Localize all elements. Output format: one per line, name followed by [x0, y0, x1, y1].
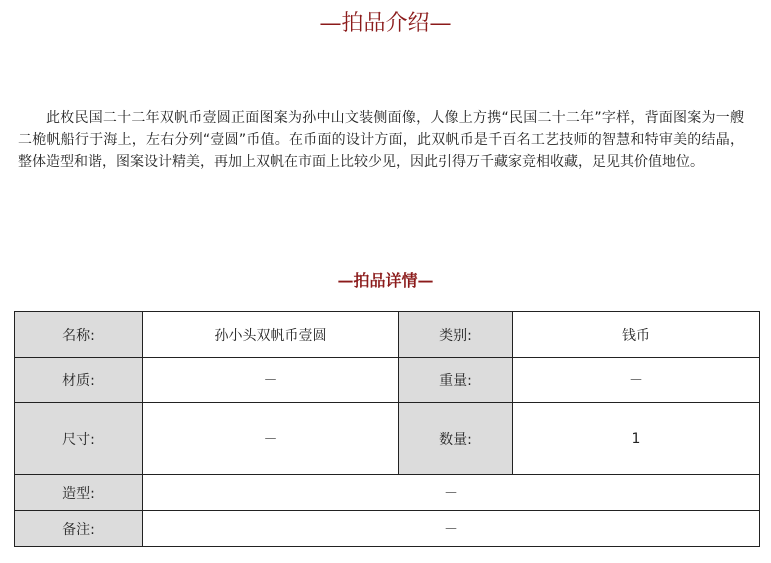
table-row-remarks — [15, 511, 760, 547]
size-label: 尺寸: — [15, 403, 143, 475]
shape-label: 造型: — [15, 475, 143, 511]
details-section-title: —拍品详情— — [337, 271, 434, 290]
material-label: 材质: — [15, 358, 143, 403]
category-label: 类别: — [399, 312, 513, 358]
name-label: 名称: — [15, 312, 143, 358]
lot-details-table — [14, 311, 760, 547]
weight-value: － — [513, 358, 760, 403]
remarks-value: － — [143, 511, 760, 547]
material-value: － — [143, 358, 399, 403]
table-row-name — [15, 312, 760, 358]
quantity-value: 1 — [513, 403, 760, 475]
table-row-shape — [15, 475, 760, 511]
quantity-label: 数量: — [399, 403, 513, 475]
table-row-material — [15, 358, 760, 403]
table-row-size — [15, 403, 760, 475]
weight-label: 重量: — [399, 358, 513, 403]
lot-description: 此枚民国二十二年双帆币壹圆正面图案为孙中山文装侧面像，人像上方携“民国二十二年”字样，背面图案为一艘二桅帆船行于海上，左右分列“壹圆”币值。在币面的设计方面，此双帆币是千百名工艺技师的智慧和特审美的结晶，整体造型和谐，图案设计精美，再加上双帆在市面上比较少见，因此引得万千藏家竞相收藏，足见其价值地位。 — [18, 110, 744, 170]
name-value: 孙小头双帆币壹圆 — [143, 312, 399, 358]
category-value: 钱币 — [513, 312, 760, 358]
size-value: － — [143, 403, 399, 475]
shape-value: － — [143, 475, 760, 511]
remarks-label: 备注: — [15, 511, 143, 547]
intro-section-title: —拍品介绍— — [319, 11, 452, 36]
